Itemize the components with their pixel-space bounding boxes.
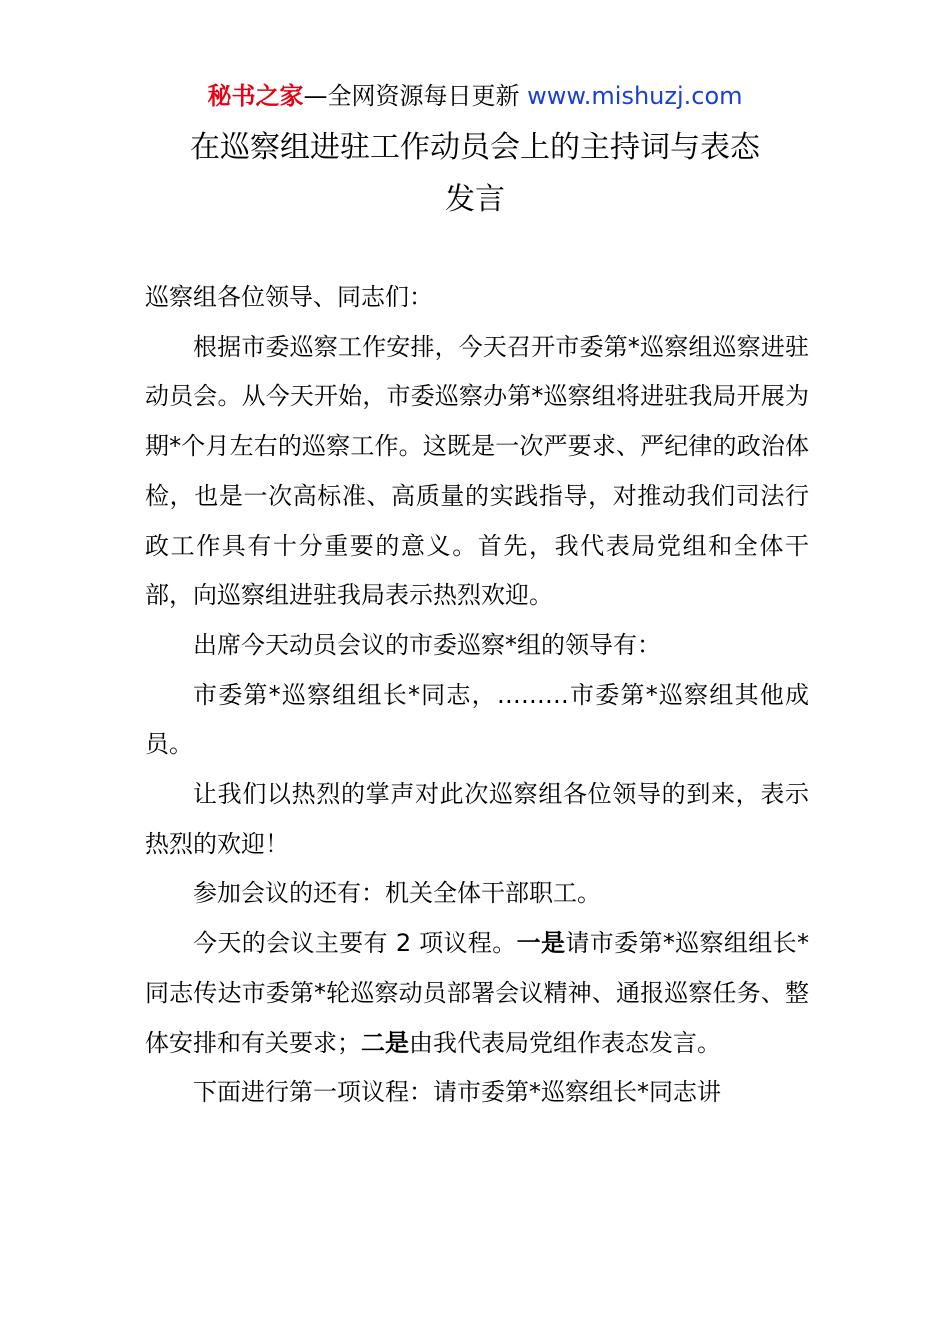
agenda-item-1-text: 请市委第*巡察组组长*同志传达市委第*轮巡察动员部署会议精神、通报巡察任务、整体安排和有关要求； [145, 929, 810, 1057]
title-line-2: 发言 [445, 182, 505, 217]
agenda-intro: 今天的会议主要有 2 项议程。 [193, 929, 517, 958]
document-title [0, 122, 950, 226]
document-body [145, 273, 809, 1118]
agenda-item-1-marker: 一是 [516, 929, 566, 958]
salutation: 巡察组各位领导、同志们： [145, 283, 433, 311]
paragraph-4: 让我们以热烈的掌声对此次巡察组各位领导的到来，表示热烈的欢迎！ [145, 780, 809, 858]
agenda-item-2-marker: 二是 [361, 1028, 409, 1057]
paragraph-1: 根据市委巡察工作安排，今天召开市委第*巡察组巡察进驻动员会。从今天开始，市委巡察办第*巡察组将进驻我局开展为期*个月左右的巡察工作。这既是一次严要求、严纪律的政治体检，也是一次高标准、高质量的实践指导，对推动我们司法行政工作具有十分重要的意义。首先，我代表局党组和全体干部，向巡察组进驻我局表示热烈欢迎。 [145, 332, 809, 610]
title-line-1: 在巡察组进驻工作动员会上的主持词与表态 [190, 130, 760, 165]
agenda-item-2-text: 由我代表局党组作表态发言。 [409, 1028, 721, 1057]
brand-name: 秘书之家 [207, 82, 304, 110]
paragraph-6 [145, 919, 809, 1068]
paragraph-2: 出席今天动员会议的市委巡察*组的领导有： [193, 630, 661, 659]
paragraph-3: 市委第*巡察组组长*同志，………市委第*巡察组其他成员。 [145, 680, 809, 759]
paragraph-5: 参加会议的还有：机关全体干部职工。 [193, 879, 601, 908]
paragraph-7: 下面进行第一项议程：请市委第*巡察组长*同志讲 [193, 1078, 721, 1107]
site-header [0, 80, 950, 112]
site-url-link[interactable]: www.mishuzj.com [527, 82, 743, 110]
header-tagline: —全网资源每日更新 [303, 82, 528, 110]
